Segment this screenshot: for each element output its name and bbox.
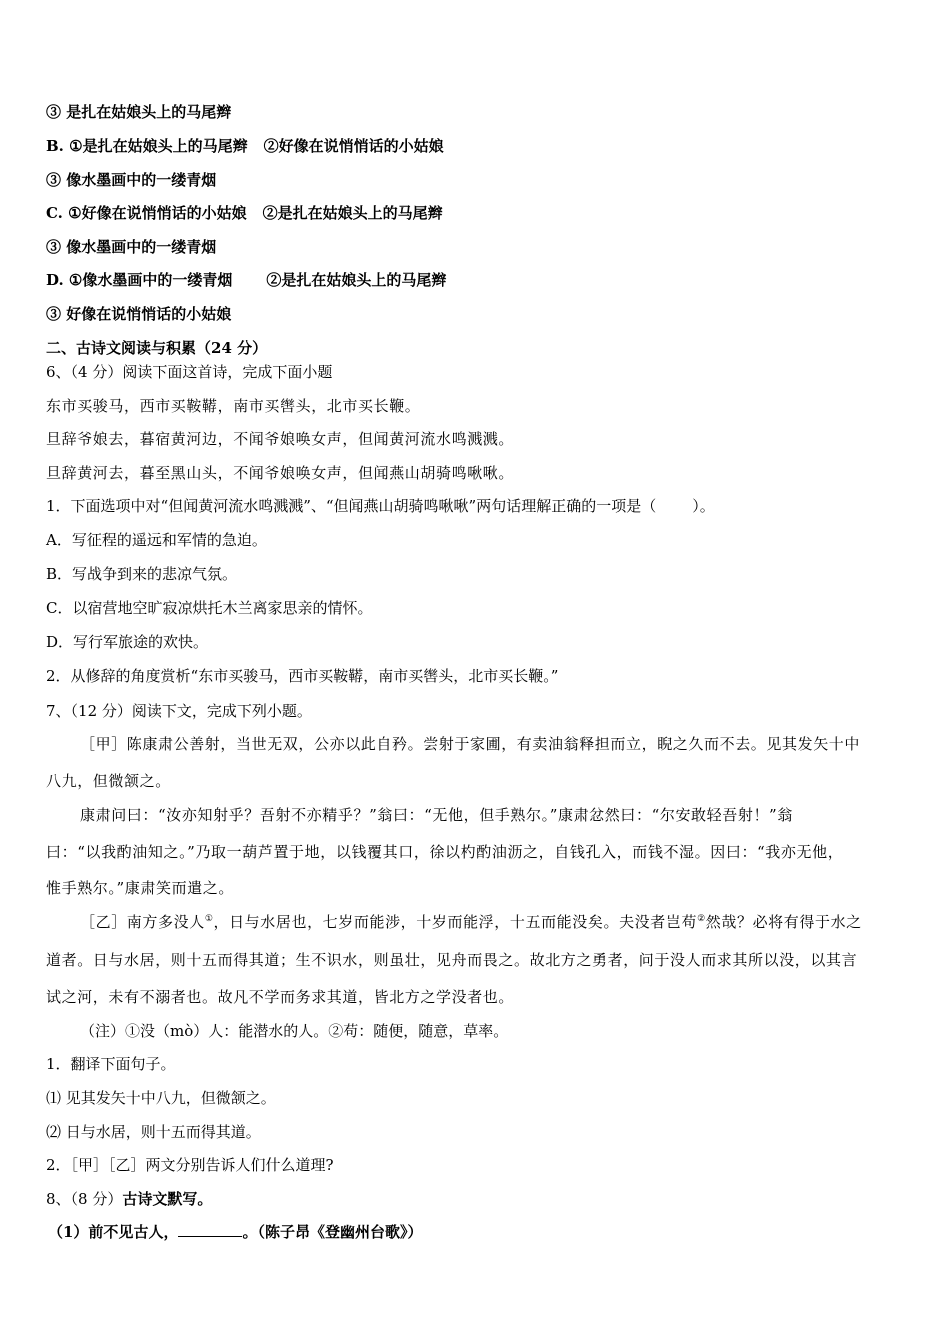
q5-option-b-item2: ②好像在说悄悄话的小姑娘 bbox=[263, 137, 444, 155]
q6-sub2: 2．从修辞的角度赏析“东市买骏马，西市买鞍鞯，南市买辔头，北市买长鞭。” bbox=[46, 667, 559, 685]
q5-option-c-item3: ③ 像水墨画中的一缕青烟 bbox=[46, 238, 217, 256]
q7-jia-line-5: 惟手熟尔。”康肃笑而遣之。 bbox=[46, 879, 234, 897]
q5-option-c-item1: ①好像在说悄悄话的小姑娘 bbox=[68, 204, 247, 222]
q7-sub1-b: ⑵ 日与水居，则十五而得其道。 bbox=[46, 1123, 261, 1141]
q7-yi-line-2: 道者。日与水居，则十五而得其道；生不识水，则虽壮，见舟而畏之。故北方之勇者，问于没人而求其所以没，以其言 bbox=[46, 951, 858, 969]
q7-stem: 7、（12 分）阅读下文，完成下列小题。 bbox=[46, 702, 312, 720]
footnote-ref-2: ② bbox=[697, 914, 706, 924]
q6-stem: 6、（4 分）阅读下面这首诗，完成下面小题 bbox=[46, 363, 333, 381]
q6-sub1-close: ）。 bbox=[692, 497, 715, 515]
footnote-ref-1: ① bbox=[204, 914, 214, 924]
q6-sub1 bbox=[46, 496, 715, 516]
q5-option-b-label: B. bbox=[46, 137, 70, 155]
q5-option-c-label: C. bbox=[46, 204, 69, 222]
q6-sub1-text: 1．下面选项中对“但闻黄河流水鸣溅溅”、“但闻燕山胡骑鸣啾啾”两句话理解正确的一项是（ bbox=[46, 497, 657, 515]
q7-yi-line-1-a: ［乙］南方多没人 bbox=[80, 913, 205, 931]
q7-yi-line-1 bbox=[80, 912, 862, 932]
q5-option-d bbox=[46, 270, 446, 290]
q7-jia-line-4: 曰：“以我酌油知之。”乃取一葫芦置于地，以钱覆其口，徐以杓酌油沥之，自钱孔入，而钱不湿。因曰：“我亦无他， bbox=[46, 843, 844, 861]
q7-note: （注）①没（mò）人：能潜水的人。②苟：随便，随意，草率。 bbox=[80, 1022, 509, 1040]
q5-option-d-item2: ②是扎在姑娘头上的马尾辫 bbox=[266, 271, 447, 289]
q6-option-d: D．写行军旅途的欢快。 bbox=[46, 633, 209, 651]
q7-sub1: 1．翻译下面句子。 bbox=[46, 1055, 176, 1073]
q5-option-d-item1: ①像水墨画中的一缕青烟 bbox=[68, 271, 233, 289]
q6-option-b: B．写战争到来的悲凉气氛。 bbox=[46, 565, 238, 583]
q5-option-b-item3: ③ 像水墨画中的一缕青烟 bbox=[46, 171, 217, 189]
q8-stem-title: 古诗文默写。 bbox=[122, 1190, 213, 1208]
q5-option-b-item1: ①是扎在姑娘头上的马尾辫 bbox=[69, 137, 248, 155]
q7-yi-line-1-c: 然哉？必将有得于水之 bbox=[705, 913, 862, 931]
q7-jia-line-1: ［甲］陈康肃公善射，当世无双，公亦以此自矜。尝射于家圃，有卖油翁释担而立，睨之久而不去。见其发矢十中 bbox=[80, 735, 861, 753]
q5-option-b bbox=[46, 136, 444, 156]
q8-item-1-before: （1）前不见古人， bbox=[48, 1223, 179, 1241]
q6-poem-line-2: 旦辞爷娘去，暮宿黄河边，不闻爷娘唤女声，但闻黄河流水鸣溅溅。 bbox=[46, 430, 515, 448]
q6-option-c: C．以宿营地空旷寂凉烘托木兰离家思亲的情怀。 bbox=[46, 599, 373, 617]
q7-jia-line-3: 康肃问曰：“汝亦知射乎？吾射不亦精乎？”翁曰：“无他，但手熟尔。”康肃忿然曰：“尔安敢轻吾射！”翁 bbox=[80, 806, 793, 824]
section-2-title: 二、古诗文阅读与积累（24 分） bbox=[46, 339, 268, 357]
q7-sub2: 2．［甲］［乙］两文分别告诉人们什么道理? bbox=[46, 1156, 334, 1174]
fill-in-blank[interactable] bbox=[178, 1222, 242, 1237]
q5-option-c bbox=[46, 203, 443, 223]
q5-option-d-label: D. bbox=[46, 271, 69, 289]
q5-option-a-item3: ③ 是扎在姑娘头上的马尾辫 bbox=[46, 103, 232, 121]
q8-item-1-after: 。（陈子昂《登幽州台歌》） bbox=[242, 1223, 423, 1241]
q6-poem-line-1: 东市买骏马，西市买鞍鞯，南市买辔头，北市买长鞭。 bbox=[46, 397, 421, 415]
q7-yi-line-3: 试之河，未有不溺者也。故凡不学而务求其道，皆北方之学没者也。 bbox=[46, 988, 515, 1006]
q7-yi-line-1-b: ，日与水居也，七岁而能涉，十岁而能浮，十五而能没矣。夫没者岂苟 bbox=[213, 913, 698, 931]
q7-sub1-a: ⑴ 见其发矢十中八九，但微颔之。 bbox=[46, 1089, 276, 1107]
q6-poem-line-3: 旦辞黄河去，暮至黑山头，不闻爷娘唤女声，但闻燕山胡骑鸣啾啾。 bbox=[46, 464, 515, 482]
q6-option-a: A．写征程的遥远和军情的急迫。 bbox=[46, 531, 267, 549]
q8-stem-prefix: 8、（8 分） bbox=[46, 1190, 123, 1208]
q5-option-d-item3: ③ 好像在说悄悄话的小姑娘 bbox=[46, 305, 232, 323]
q8-stem bbox=[46, 1189, 212, 1209]
q5-option-c-item2: ②是扎在姑娘头上的马尾辫 bbox=[262, 204, 443, 222]
q7-jia-line-2: 八九，但微颔之。 bbox=[46, 772, 171, 790]
q8-item-1 bbox=[48, 1222, 422, 1242]
